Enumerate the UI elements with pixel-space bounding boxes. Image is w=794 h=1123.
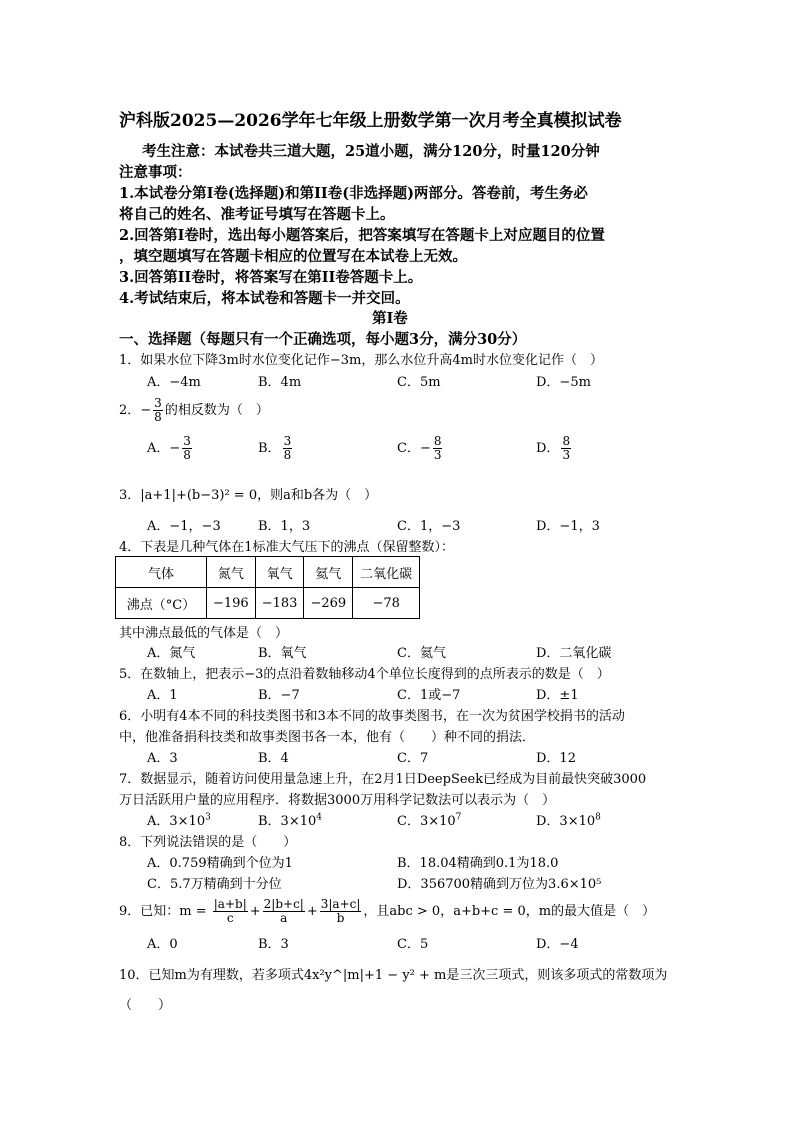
question-4-stem: 4．下表是几种气体在1标准大气压下的沸点（保留整数）： — [119, 540, 455, 555]
q9-fraction-1 — [213, 898, 248, 925]
option-label: B． — [258, 441, 281, 456]
q1-option-d: D．−5m — [536, 375, 591, 390]
table-cell: −269 — [304, 588, 353, 619]
q9-fraction-3 — [320, 898, 362, 925]
q2-option-d — [536, 435, 573, 462]
q8-option-b: B．18.04精确到0.1为18.0 — [397, 856, 559, 871]
q2-den: 8 — [154, 410, 162, 424]
option-base: C．3×10 — [397, 814, 456, 829]
q9-option-d: D．−4 — [536, 937, 579, 952]
q6-option-c: C．7 — [397, 751, 429, 766]
frac-den: 8 — [183, 448, 191, 462]
q2-suffix: 的相反数为（ ） — [164, 403, 269, 418]
frac-num: |a+b| — [213, 897, 247, 911]
q9-option-c: C．5 — [397, 937, 429, 952]
q5-option-b: B．−7 — [258, 688, 300, 703]
question-1-stem: 1．如果水位下降3m时水位变化记作−3m，那么水位升高4m时水位变化记作（ ） — [119, 353, 603, 368]
frac-den: 3 — [433, 448, 442, 462]
q6-option-a: A．3 — [147, 751, 178, 766]
q1-option-b: B．4m — [258, 375, 302, 390]
q4-option-d: D．二氧化碳 — [536, 646, 612, 661]
table-cell: 氧气 — [255, 557, 304, 588]
table-cell: 氮气 — [207, 557, 256, 588]
frac-num: 8 — [433, 434, 442, 448]
table-cell: 沸点（°C） — [116, 588, 207, 619]
q4-option-c: C．氦气 — [397, 646, 446, 661]
q1-option-c: C．5m — [397, 375, 441, 390]
question-7-line1: 7．数据显示，随着访问使用量急速上升，在2月1日DeepSeek已经成为目前最快突破3000 — [119, 772, 647, 787]
exam-title: 沪科版2025—2026学年七年级上册数学第一次月考全真模拟试卷 — [119, 111, 622, 131]
option-base: A．3×10 — [147, 814, 206, 829]
notice-item: 2.回答第Ⅰ卷时，选出每小题答案后，把答案填写在答题卡上对应题目的位置 — [119, 227, 605, 244]
question-7-line2: 万日活跃用户量的应用程序．将数据3000万用科学记数法可以表示为（ ） — [119, 793, 556, 808]
notice-heading: 注意事项： — [119, 164, 192, 181]
q6-option-b: B．4 — [258, 751, 289, 766]
question-8-stem: 8．下列说法错误的是（ ） — [119, 835, 297, 850]
q7-option-a — [147, 810, 211, 829]
option-exponent: 8 — [595, 812, 601, 823]
q3-option-c: C．1，−3 — [397, 519, 461, 534]
option-fraction — [433, 435, 443, 462]
option-label: A．− — [147, 441, 181, 456]
question-2-stem — [119, 397, 269, 424]
q4-option-a: A．氮气 — [147, 646, 196, 661]
section-heading: 一、选择题（每题只有一个正确选项，每小题3分，满分30分） — [119, 331, 527, 348]
q5-option-a: A．1 — [147, 688, 178, 703]
q7-option-b — [258, 810, 322, 829]
question-6-line2: 中，他准备捐科技类和故事类图书各一本，他有（ ）种不同的捐法． — [119, 730, 536, 745]
option-fraction — [283, 435, 293, 462]
q9-fraction-2 — [263, 898, 305, 925]
q2-prefix: 2．− — [119, 403, 152, 418]
table-cell: 氦气 — [304, 557, 353, 588]
q9-prefix: 9．已知：m = — [119, 904, 207, 919]
q2-option-a — [147, 435, 194, 462]
table-header-row — [116, 557, 420, 588]
question-4-followup: 其中沸点最低的气体是（ ） — [119, 626, 289, 641]
q4-option-b: B．氧气 — [258, 646, 307, 661]
frac-num: 3 — [283, 434, 292, 448]
q2-fraction — [153, 397, 163, 424]
frac-den: 3 — [562, 448, 571, 462]
option-label: C．− — [397, 441, 431, 456]
question-5-stem: 5．在数轴上，把表示−3的点沿着数轴移动4个单位长度得到的点所表示的数是（ ） — [119, 667, 610, 682]
q7-option-d — [536, 810, 601, 829]
question-10-stem: 10．已知m为有理数，若多项式4x²y^|m|+1 − y² + m是三次三项式，则该多项式的常数项为 — [119, 968, 668, 983]
frac-den: b — [336, 911, 345, 925]
q9-option-a: A．0 — [147, 937, 178, 952]
option-label: D． — [536, 441, 560, 456]
table-cell: 气体 — [116, 557, 207, 588]
notice-item: 3.回答第II卷时，将答案写在第II卷答题卡上。 — [119, 269, 423, 286]
frac-den: 8 — [283, 448, 292, 462]
option-base: D．3×10 — [536, 814, 596, 829]
table-row — [116, 588, 420, 619]
q9-suffix: ，且abc > 0，a+b+c = 0，m的最大值是（ ） — [363, 904, 656, 919]
frac-num: 3|a+c| — [320, 897, 361, 911]
notice-item: 1.本试卷分第Ⅰ卷(选择题)和第II卷(非选择题)两部分。答卷前，考生务必 — [119, 185, 588, 202]
q6-option-d: D．12 — [536, 751, 576, 766]
question-6-line1: 6．小明有4本不同的科技类图书和3本不同的故事类图书，在一次为贫困学校捐书的活动 — [119, 709, 625, 724]
q3-option-b: B．1，3 — [258, 519, 311, 534]
option-fraction — [561, 435, 571, 462]
q3-option-d: D．−1，3 — [536, 519, 600, 534]
notice-item: 将自己的姓名、准考证号填写在答题卡上。 — [119, 206, 395, 223]
option-exponent: 7 — [455, 812, 462, 823]
question-3-stem: 3．|a+1|+(b−3)² = 0，则a和b各为（ ） — [119, 488, 378, 503]
notice-item: ，填空题填写在答题卡相应的位置写在本试卷上无效。 — [119, 248, 467, 265]
q3-option-a: A．−1，−3 — [147, 519, 221, 534]
q8-option-d: D．356700精确到万位为3.6×10⁵ — [397, 877, 602, 892]
notice-line: 考生注意：本试卷共三道大题，25道小题，满分120分，时量120分钟 — [142, 143, 600, 160]
q2-num: 3 — [154, 396, 162, 410]
boiling-point-table — [115, 556, 420, 619]
q7-option-c — [397, 810, 461, 829]
part-heading: 第Ⅰ卷 — [372, 310, 408, 327]
q9-option-b: B．3 — [258, 937, 289, 952]
option-base: B．3×10 — [258, 814, 317, 829]
q8-option-a: A．0.759精确到个位为1 — [147, 856, 293, 871]
option-fraction — [182, 435, 192, 462]
frac-num: 8 — [562, 434, 571, 448]
question-9-stem: 9．已知：m = $\frac{|a+b|}{c}$ + $\frac{2|b+c|}{a}$ + $\frac{3|a+c|}{b}$ ，且abc > 0，a+b+c = 0，m的最大值是（ ） — [119, 897, 656, 925]
frac-num: 3 — [183, 434, 191, 448]
q5-option-d: D．±1 — [536, 688, 579, 703]
frac-den: c — [226, 911, 234, 925]
table-cell: −78 — [353, 588, 420, 619]
q2-option-c — [397, 435, 444, 462]
q2-option-b — [258, 435, 294, 462]
table-cell: −196 — [207, 588, 256, 619]
option-exponent: 4 — [316, 812, 322, 823]
table-cell: −183 — [255, 588, 304, 619]
option-exponent: 3 — [205, 812, 211, 823]
notice-item: 4.考试结束后，将本试卷和答题卡一并交回。 — [119, 290, 410, 307]
table-cell: 二氧化碳 — [353, 557, 420, 588]
frac-num: 2|b+c| — [263, 897, 304, 911]
q5-option-c: C．1或−7 — [397, 688, 461, 703]
q1-option-a: A．−4m — [147, 375, 201, 390]
frac-den: a — [280, 911, 288, 925]
question-10-answer-blank: （ ） — [119, 998, 172, 1013]
q8-option-c: C．5.7万精确到十分位 — [147, 877, 282, 892]
